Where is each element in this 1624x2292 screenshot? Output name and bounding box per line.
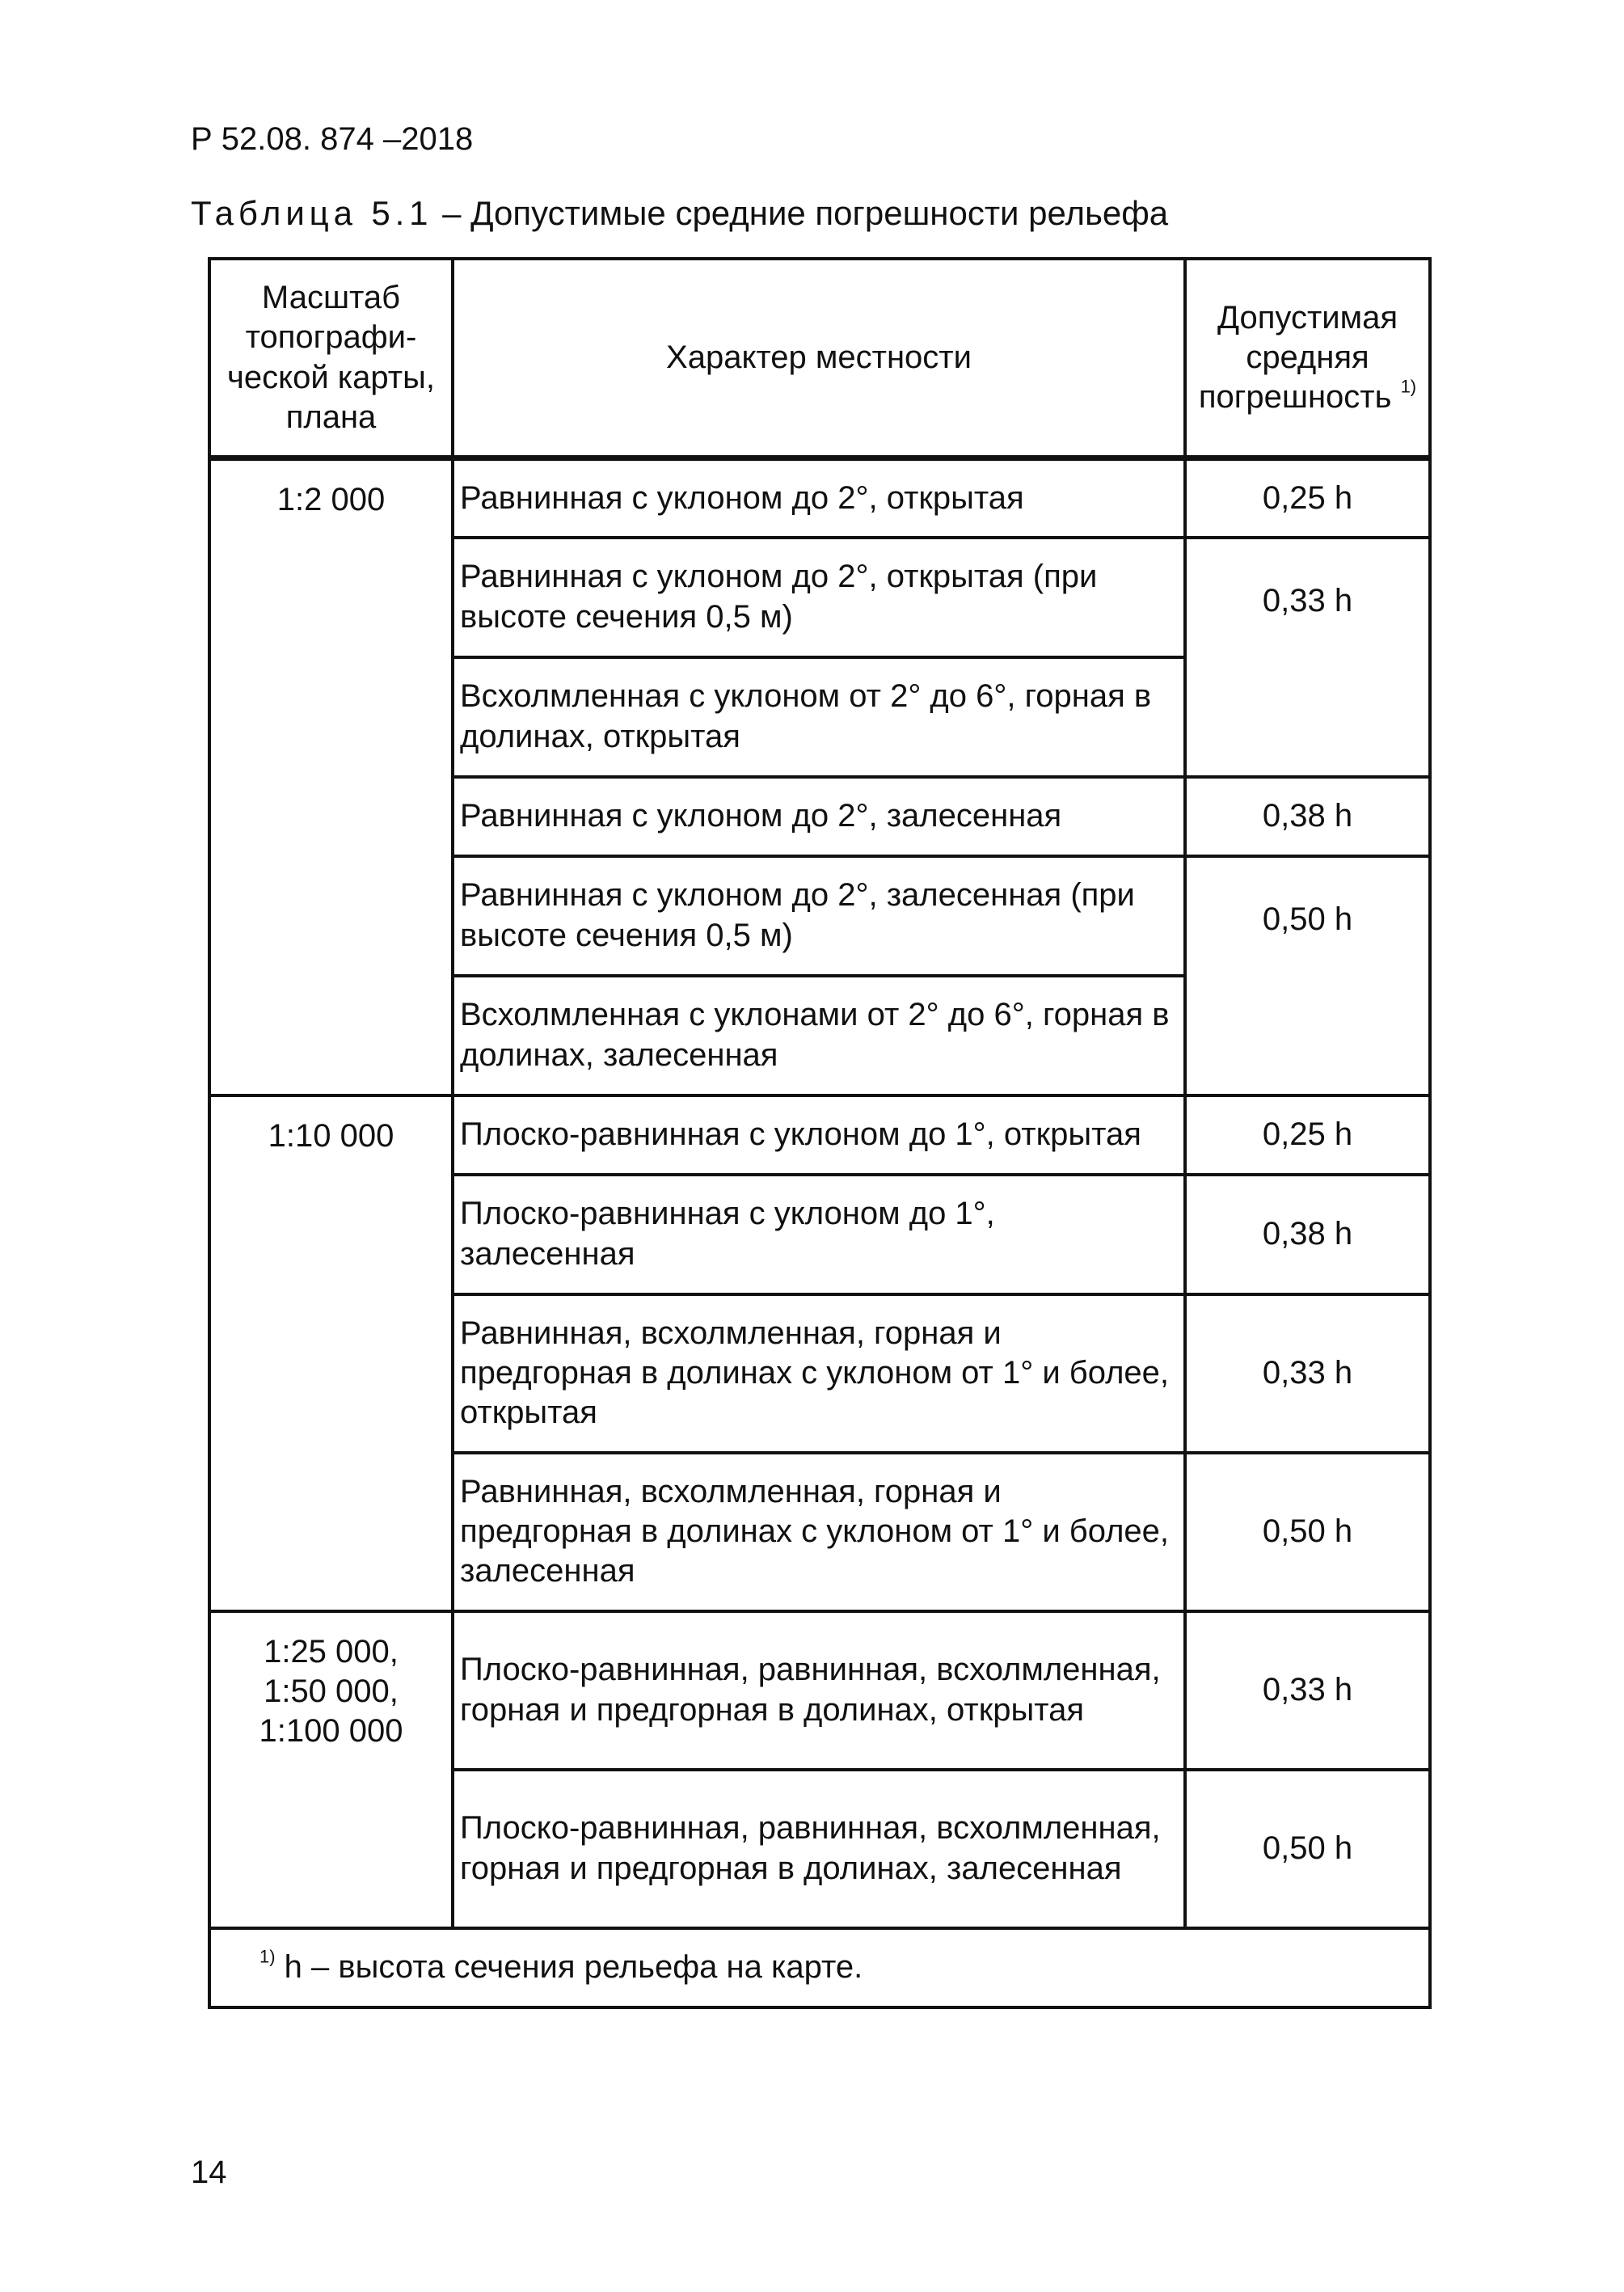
header-row <box>209 259 1430 458</box>
terrain-cell: Плоско-равнинная с уклоном до 1°, залесенная <box>453 1175 1185 1294</box>
terrain-cell: Равнинная с уклоном до 2°, залесенная (при высоте сечения 0,5 м) <box>453 856 1185 976</box>
scale-cell <box>209 1095 453 1611</box>
table-caption-title: – Допустимые средние погрешности рельефа <box>432 194 1169 232</box>
header-error-line: средняя <box>1246 339 1369 375</box>
table-row <box>209 458 1430 538</box>
scale-value: 1:10 000 <box>268 1117 394 1154</box>
terrain-cell: Плоско-равнинная с уклоном до 1°, открытая <box>453 1095 1185 1175</box>
footnote-cell <box>209 1928 1430 2007</box>
terrain-cell: Равнинная, всхолмленная, горная и предгорная в долинах с уклоном от 1° и более, залесенная <box>453 1453 1185 1611</box>
terrain-cell: Равнинная с уклоном до 2°, открытая (при высоте сечения 0,5 м) <box>453 538 1185 657</box>
error-cell: 0,50 h <box>1185 856 1430 1095</box>
terrain-cell: Плоско-равнинная, равнинная, всхолмленная, горная и предгорная в долинах, открытая <box>453 1611 1185 1770</box>
terrain-cell: Равнинная с уклоном до 2°, открытая <box>453 458 1185 538</box>
scale-value: 1:2 000 <box>276 482 386 517</box>
terrain-cell: Всхолмленная с уклонами от 2° до 6°, горная в долинах, залесенная <box>453 976 1185 1095</box>
header-scale-line: топографи- <box>245 319 417 356</box>
page-number: 14 <box>191 2155 227 2190</box>
terrain-cell: Равнинная, всхолмленная, горная и предгорная в долинах с уклоном от 1° и более, открытая <box>453 1294 1185 1453</box>
error-cell: 0,33 h <box>1185 1611 1430 1770</box>
header-scale <box>209 259 453 458</box>
terrain-cell: Плоско-равнинная, равнинная, всхолмленная, горная и предгорная в долинах, залесенная <box>453 1770 1185 1928</box>
error-cell: 0,50 h <box>1185 1453 1430 1611</box>
header-scale-line: ческой карты, <box>227 359 435 395</box>
footnote-mark: 1) <box>259 1946 276 1967</box>
header-error-line: погрешность <box>1198 379 1392 416</box>
scale-cell <box>209 458 453 1095</box>
table-row <box>209 1611 1430 1770</box>
scale-value: 1:100 000 <box>259 1712 403 1749</box>
header-error <box>1185 259 1430 458</box>
error-cell: 0,25 h <box>1185 458 1430 538</box>
header-scale-line: плана <box>285 399 377 435</box>
footnote-row <box>209 1928 1430 2007</box>
terrain-cell: Равнинная с уклоном до 2°, залесенная <box>453 777 1185 856</box>
footnote-text: h – высота сечения рельефа на карте. <box>275 1948 863 1985</box>
scale-value: 1:25 000, <box>264 1633 399 1669</box>
error-cell: 0,38 h <box>1185 1175 1430 1294</box>
error-cell: 0,33 h <box>1185 538 1430 777</box>
relief-error-table <box>208 257 1432 2009</box>
error-cell: 0,25 h <box>1185 1095 1430 1175</box>
table-caption-label: Таблица 5.1 <box>191 194 433 232</box>
table-row <box>209 1095 1430 1175</box>
error-cell: 0,50 h <box>1185 1770 1430 1928</box>
footnote-reference: 1) <box>1400 376 1417 397</box>
header-scale-line: Масштаб <box>261 280 401 316</box>
scale-value: 1:50 000, <box>264 1673 399 1709</box>
document-code: Р 52.08. 874 –2018 <box>191 121 474 157</box>
header-error-line: Допустимая <box>1217 299 1398 336</box>
terrain-cell: Всхолмленная с уклоном от 2° до 6°, горная в долинах, открытая <box>453 657 1185 777</box>
error-cell: 0,38 h <box>1185 777 1430 856</box>
table-caption <box>191 194 1168 233</box>
scale-cell <box>209 1611 453 1928</box>
header-terrain: Характер местности <box>453 259 1185 458</box>
error-cell: 0,33 h <box>1185 1294 1430 1453</box>
